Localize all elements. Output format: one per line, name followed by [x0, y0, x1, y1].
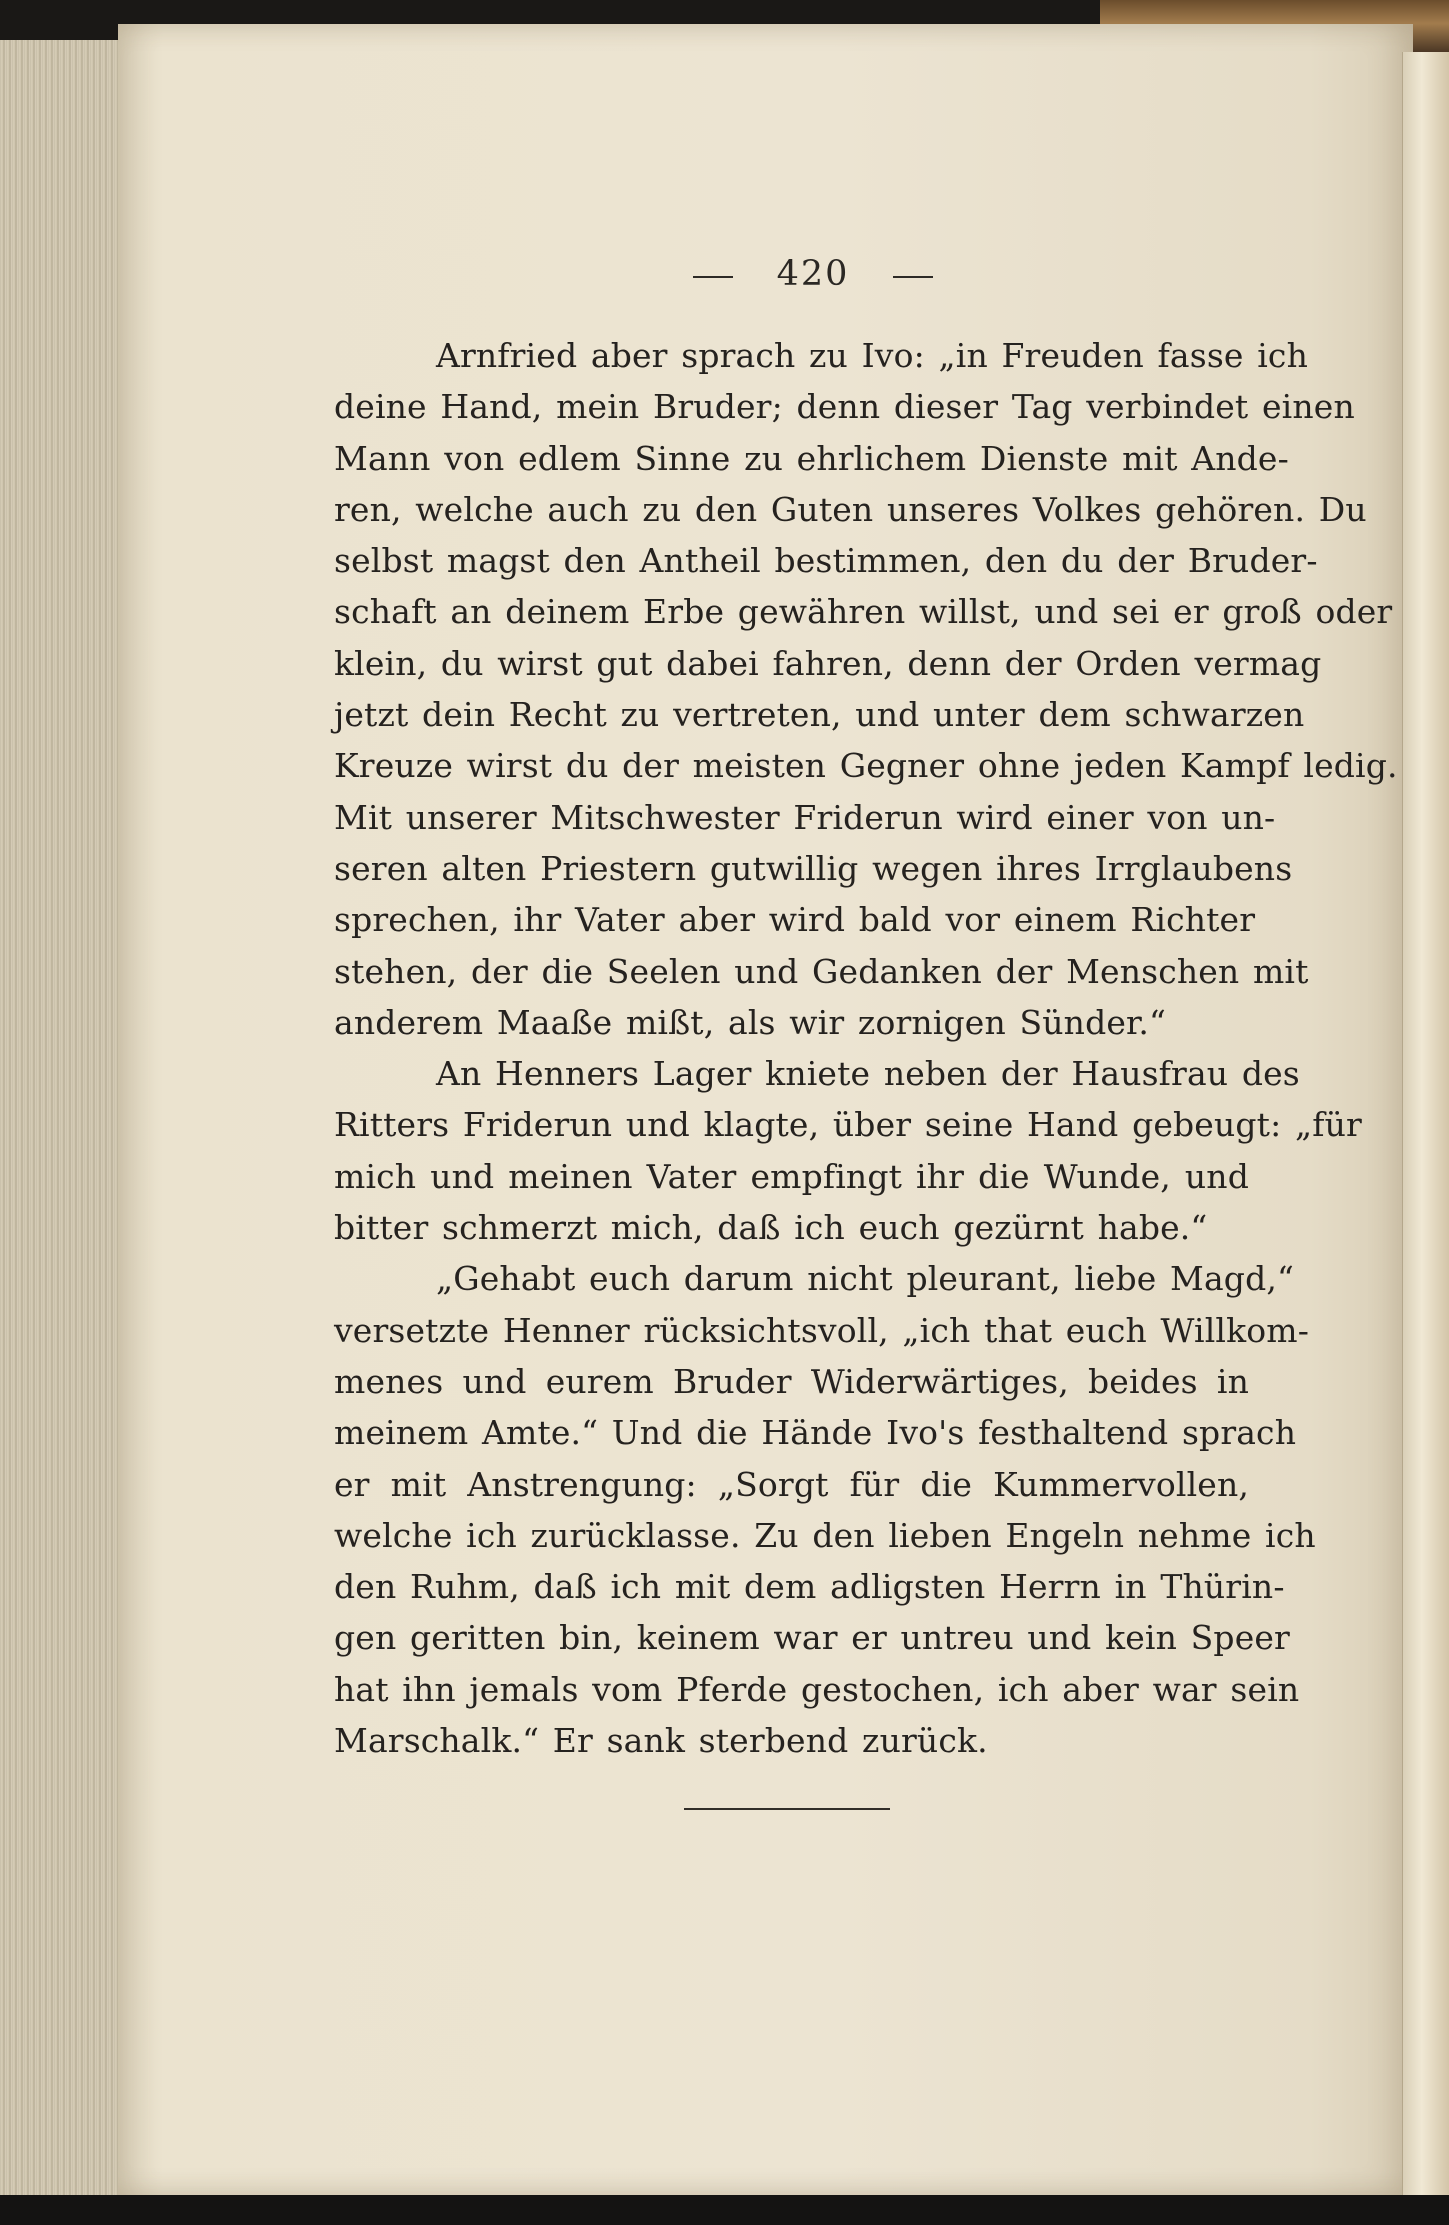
text-line: meinem Amte.“ Und die Hände Ivo's festhaltend sprach — [334, 1413, 1297, 1453]
text-line: hat ihn jemals vom Pferde gestochen, ich aber war sein — [334, 1669, 1300, 1709]
text-line: ren, welche auch zu den Guten unseres Volkes gehören. Du — [334, 489, 1367, 529]
page-right-edge — [1402, 52, 1449, 2200]
text-line: welche ich zurücklasse. Zu den lieben Engeln nehme ich — [334, 1515, 1316, 1555]
text-line: seren alten Priestern gutwillig wegen ihres Irrglaubens — [334, 848, 1293, 888]
text-line: stehen, der die Seelen und Gedanken der Menschen mit — [334, 951, 1309, 991]
page-number — [693, 251, 933, 297]
text-line: versetzte Henner rücksichtsvoll, „ich that euch Willkom- — [334, 1310, 1310, 1350]
text-line: bitter schmerzt mich, daß ich euch gezürnt habe.“ — [334, 1208, 1208, 1248]
text-line: sprechen, ihr Vater aber wird bald vor einem Richter — [334, 900, 1256, 940]
text-line: menes und eurem Bruder Widerwärtiges, beides in — [334, 1361, 1249, 1401]
section-separator — [684, 1808, 890, 1810]
text-line: er mit Anstrengung: „Sorgt für die Kummervollen, — [334, 1464, 1249, 1504]
text-line: gen geritten bin, keinem war er untreu und kein Speer — [334, 1618, 1290, 1658]
bottom-shadow — [0, 2195, 1449, 2225]
text-line: mich und meinen Vater empfingt ihr die Wunde, und — [334, 1156, 1249, 1196]
text-line: An Henners Lager kniete neben der Hausfrau des — [436, 1054, 1300, 1094]
text-line: selbst magst den Antheil bestimmen, den du der Bruder- — [334, 541, 1318, 581]
text-line: Mit unserer Mitschwester Friderun wird einer von un- — [334, 797, 1276, 837]
text-line: den Ruhm, daß ich mit dem adligsten Herrn in Thürin- — [334, 1567, 1285, 1607]
page-number-value: 420 — [776, 254, 850, 294]
text-line: Marschalk.“ Er sank sterbend zurück. — [334, 1721, 988, 1761]
page-edge-stack — [0, 40, 122, 2195]
text-line: Kreuze wirst du der meisten Gegner ohne jeden Kampf ledig. — [334, 746, 1398, 786]
text-line: klein, du wirst gut dabei fahren, denn der Orden vermag — [334, 643, 1322, 683]
text-line: deine Hand, mein Bruder; denn dieser Tag verbindet einen — [334, 387, 1355, 427]
text-line: Ritters Friderun und klagte, über seine Hand gebeugt: „für — [334, 1105, 1362, 1145]
text-line: schaft an deinem Erbe gewähren willst, und sei er groß oder — [334, 592, 1393, 632]
page-text — [334, 330, 1398, 1766]
text-line: jetzt dein Recht zu vertreten, und unter dem schwarzen — [334, 695, 1305, 735]
text-line: Arnfried aber sprach zu Ivo: „in Freuden fasse ich — [436, 336, 1308, 375]
text-line: Mann von edlem Sinne zu ehrlichem Dienste mit Ande- — [334, 438, 1289, 478]
text-line: „Gehabt euch darum nicht pleurant, liebe Magd,“ — [436, 1259, 1295, 1299]
text-line: anderem Maaße mißt, als wir zornigen Sünder.“ — [334, 1002, 1166, 1042]
